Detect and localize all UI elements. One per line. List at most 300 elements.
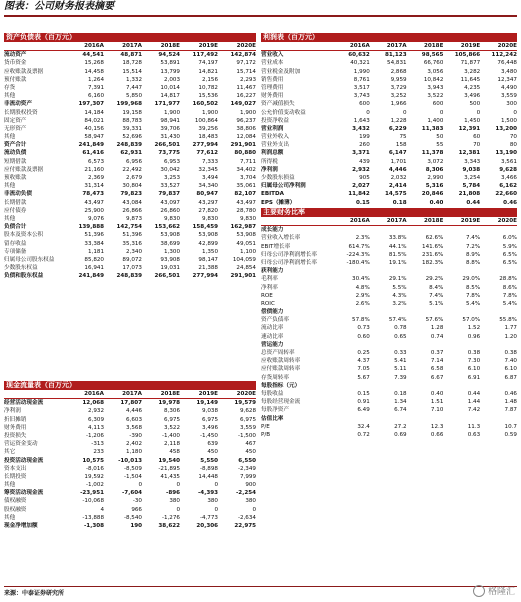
cell-value: 17,807 (120, 400, 142, 407)
cell-value: 6.87 (504, 374, 517, 381)
cell-value: 1.77 (504, 325, 517, 332)
table-row (4, 76, 256, 84)
cell-value: 0.18 (392, 199, 407, 206)
cell-value: 13,190 (495, 150, 517, 157)
cell-value: 4.3% (392, 292, 407, 299)
table-row (261, 84, 517, 92)
cell-value: 158 (395, 142, 407, 149)
cell-value: 11,645 (460, 76, 481, 83)
table-row (4, 256, 256, 264)
cell-value: -1,308 (83, 523, 104, 529)
row-label: 专项储备 (4, 248, 27, 255)
cell-value: 248,839 (116, 273, 142, 280)
cell-value: 1,264 (87, 76, 104, 83)
financial-ratios-panel (261, 208, 517, 439)
table-row (261, 374, 517, 382)
cell-value: 7,711 (239, 158, 256, 165)
cell-value: 7.8% (502, 292, 517, 299)
row-label: 归属母公司净利润 (261, 183, 306, 190)
income-header: 利润表（百万元） (261, 33, 517, 42)
cell-value: 22,660 (495, 191, 517, 198)
cell-value: -10,068 (82, 498, 104, 505)
cell-value: 39,706 (160, 125, 180, 132)
cell-value: 3.2% (392, 300, 407, 307)
table-row (4, 207, 256, 215)
column-header-blank (261, 217, 333, 225)
cell-value (333, 267, 370, 275)
cell-value: 15,268 (84, 60, 104, 67)
cell-value: 7.87 (504, 407, 517, 414)
cell-value: 1,350 (201, 248, 218, 255)
row-label: 留存收益 (4, 240, 27, 247)
cell-value: 112,242 (491, 52, 517, 59)
cell-value: 5,784 (462, 183, 481, 190)
table-row (4, 473, 256, 481)
row-label: 应收账款周转率 (261, 358, 301, 365)
cell-value: 3,559 (500, 93, 517, 100)
year-column-header: 2016A (349, 43, 370, 49)
row-label: 毛利率 (261, 276, 278, 283)
cell-value: -2,349 (237, 465, 256, 472)
cell-value: 0.65 (394, 333, 407, 340)
row-label: 其他 (4, 514, 16, 521)
table-row (4, 51, 256, 59)
cell-value: 0 (138, 482, 142, 489)
row-label: 存货周转率 (261, 374, 289, 381)
cell-value: 31,314 (84, 183, 104, 190)
cell-value: 33,527 (160, 183, 180, 190)
year-column-header: 2017A (386, 218, 407, 224)
row-label: 营运能力 (261, 341, 284, 348)
row-label: 长期投资 (4, 473, 27, 480)
cell-value: 78,473 (82, 191, 104, 198)
year-column-header: 2020E (236, 43, 256, 49)
cell-value: 7,391 (87, 84, 104, 91)
cell-value: -313 (91, 441, 104, 448)
cell-value (407, 267, 444, 275)
cell-value: 13,799 (160, 68, 180, 75)
year-column-header: 2016A (84, 43, 104, 49)
cell-value: 182.3% (422, 259, 444, 266)
table-row (261, 324, 517, 332)
cell-value: 14,458 (84, 68, 104, 75)
cell-value: 5.41 (394, 358, 407, 365)
cell-value: 197,307 (78, 101, 104, 108)
cell-value: 0.38 (504, 350, 517, 356)
row-label: 销售费用 (261, 76, 284, 83)
row-label: 长期股权投资 (4, 109, 38, 116)
cell-value: 82,107 (234, 191, 256, 198)
row-label: 应付账款周转率 (261, 366, 301, 373)
table-row (261, 100, 517, 108)
table-row (261, 390, 517, 398)
cell-value: 380 (245, 498, 256, 505)
row-label: 偿债能力 (261, 309, 284, 316)
cell-value: 1,900 (201, 109, 218, 116)
cell-value: 80 (509, 142, 517, 149)
cell-value: 49,051 (236, 240, 256, 247)
cell-value: 6.58 (430, 366, 444, 373)
cell-value: 0 (176, 482, 180, 489)
cell-value: 3,371 (352, 150, 370, 157)
cell-value: 6.67 (430, 374, 444, 381)
cell-value: 26,860 (160, 207, 180, 214)
cell-value: 96,237 (236, 117, 256, 124)
wechat-icon (473, 585, 485, 597)
year-column-header: 2018E (160, 43, 180, 49)
cell-value: -4,393 (197, 490, 218, 497)
cell-value: 100,864 (194, 117, 218, 124)
cell-value: 248,839 (116, 142, 142, 149)
cell-value: 18,483 (198, 134, 218, 141)
row-label: 债权融资 (4, 498, 27, 505)
row-label: 应付债券 (4, 207, 27, 214)
cell-value: 88,783 (122, 117, 142, 124)
table-row (261, 125, 517, 133)
cell-value: 1,300 (163, 248, 180, 255)
row-label: 预付账款 (4, 76, 27, 83)
cell-value: 1,966 (390, 101, 407, 108)
cell-value: 38,622 (158, 523, 180, 529)
cell-value: -23,951 (80, 490, 104, 497)
cell-value: 291,901 (230, 273, 256, 280)
cell-value: 71,877 (460, 60, 481, 67)
table-row (4, 272, 256, 280)
cell-value: 3,252 (390, 93, 407, 100)
cell-value: 6,147 (388, 150, 407, 157)
cell-value: 5,850 (125, 93, 142, 100)
column-header-blank (4, 390, 66, 398)
cell-value: 41,435 (160, 473, 180, 480)
cell-value: 12,391 (458, 125, 481, 132)
cell-value: 14,821 (198, 68, 218, 75)
cell-value: 57.4% (388, 317, 407, 324)
cell-value: 13,200 (495, 125, 517, 132)
row-label: 投资净收益 (261, 117, 289, 124)
cell-value: 29.1% (388, 276, 407, 283)
table-row (261, 133, 517, 141)
row-label: 股权融资 (4, 506, 27, 513)
cell-value: 98,147 (198, 256, 218, 263)
cell-value: 3,254 (464, 175, 481, 181)
cell-value: 900 (245, 482, 256, 489)
cell-value: 9,830 (239, 215, 256, 222)
cell-value (480, 308, 517, 316)
cell-value: 40,156 (84, 125, 104, 132)
cell-value: 439 (359, 158, 370, 165)
table-row (4, 465, 256, 473)
cell-value (333, 341, 370, 349)
cell-value: 25,900 (84, 207, 104, 214)
cell-value: 1,643 (353, 117, 370, 124)
cell-value: 57.8% (352, 317, 370, 324)
table-row (261, 59, 517, 67)
cell-value: 11,378 (421, 150, 444, 157)
cell-value: 3,522 (163, 424, 180, 431)
cell-value: 0 (214, 506, 218, 513)
cell-value: 1.34 (394, 399, 407, 406)
cell-value: 40,321 (350, 60, 370, 67)
cell-value: 9,038 (462, 166, 481, 173)
row-label: 每股指标（元） (261, 382, 301, 389)
cell-value: 30,804 (122, 183, 142, 190)
cell-value (443, 308, 480, 316)
table-row (261, 174, 517, 182)
cell-value: 4.37 (357, 358, 370, 365)
cell-value: 94,524 (158, 52, 180, 59)
cell-value: 7.40 (504, 358, 517, 365)
cell-value: 3,704 (239, 175, 256, 181)
cell-value: 6,309 (87, 416, 104, 423)
cell-value: 14,184 (84, 109, 104, 116)
table-row (261, 357, 517, 365)
cell-value: 0.38 (467, 350, 481, 356)
year-column-header: 2018E (424, 43, 444, 49)
cell-value: 51,396 (122, 232, 142, 239)
cell-value (333, 226, 370, 234)
cell-value: 53,908 (236, 232, 256, 239)
row-label: 预收账款 (4, 175, 27, 181)
cell-value: -2,634 (237, 514, 256, 521)
table-row (261, 251, 517, 259)
cell-value: 3,496 (201, 424, 218, 431)
cell-value: 1,701 (390, 158, 407, 165)
table-row (261, 243, 517, 251)
cell-value: -1,002 (85, 482, 104, 489)
row-label: 其他 (4, 215, 16, 222)
cell-value: 0.25 (357, 350, 370, 356)
cell-value: 5.5% (392, 284, 407, 291)
cell-value: 7.05 (357, 366, 370, 373)
cell-value: 15,536 (198, 93, 218, 100)
cell-value: 149,027 (230, 101, 256, 108)
cell-value: 14,448 (198, 473, 218, 480)
cell-value: 458 (169, 449, 180, 456)
cell-value: 1,900 (163, 109, 180, 116)
cell-value: 0.60 (357, 333, 370, 340)
cell-value: 22,492 (122, 166, 142, 173)
cell-value: 266,501 (154, 142, 180, 149)
cell-value: 3,559 (239, 424, 256, 431)
cell-value: 0 (214, 482, 218, 489)
cell-value (443, 382, 480, 390)
cell-value: 7,999 (239, 473, 256, 480)
cell-value: 3,522 (427, 93, 444, 100)
cell-value: 104,059 (232, 256, 256, 263)
cell-value: 7.2% (465, 243, 481, 250)
cell-value: 26,866 (122, 207, 142, 214)
cell-value: 85,820 (84, 256, 104, 263)
row-label: 营业税金及附加 (261, 68, 301, 75)
table-row (261, 109, 517, 117)
cell-value: 300 (506, 101, 517, 108)
cell-value: 10.7 (504, 423, 517, 430)
table-row (4, 457, 256, 465)
cell-value: 1,100 (239, 248, 256, 255)
row-label: 资产负债率 (261, 317, 289, 324)
cell-value: 1.28 (430, 325, 444, 332)
row-label: 财务费用 (261, 93, 284, 100)
year-column-header: 2019E (198, 391, 218, 397)
table-row (4, 514, 256, 522)
cell-value: 6.74 (394, 407, 407, 414)
cell-value: 43,084 (122, 199, 142, 206)
cell-value: 52,696 (122, 134, 142, 141)
row-label: 每股收益 (261, 390, 284, 397)
cell-value: 98,565 (421, 52, 444, 59)
cell-value: 43,297 (198, 199, 218, 206)
cell-value: 53,891 (160, 60, 180, 67)
cell-value: 2,868 (390, 68, 407, 75)
cell-value: 43,097 (160, 199, 180, 206)
row-label: 应付账款及票据 (4, 166, 44, 173)
cell-value: 19,158 (122, 109, 142, 116)
row-label: P/B (261, 431, 271, 438)
cell-value: -8,898 (199, 465, 218, 472)
cell-value: 6.10 (504, 366, 517, 373)
cell-value: 4.8% (355, 284, 370, 291)
cell-value: 34,402 (236, 166, 256, 173)
cell-value: 11,383 (421, 125, 444, 132)
cell-value: 12.3 (430, 423, 444, 430)
cell-value: 19,592 (84, 473, 104, 480)
cell-value: 10,014 (160, 84, 180, 91)
row-label: EBIT增长率 (261, 243, 291, 250)
cell-value (407, 308, 444, 316)
cell-value: 4,446 (125, 408, 142, 415)
row-label: 资产减值损失 (261, 101, 295, 108)
cell-value: 11,467 (236, 84, 256, 91)
cell-value: 1,332 (125, 76, 142, 83)
column-header-blank (4, 42, 66, 50)
cell-value: 0.96 (467, 333, 481, 340)
year-column-header: 2018E (160, 391, 180, 397)
row-label: P/E (261, 423, 270, 430)
row-label: ROIC (261, 300, 275, 307)
table-row (261, 190, 517, 198)
cell-value: 3,466 (500, 175, 517, 181)
cell-value: 2,402 (125, 441, 142, 448)
cell-value: 81,123 (385, 52, 407, 59)
cell-value: 42,899 (198, 240, 218, 247)
cell-value: 66,760 (423, 60, 444, 67)
cell-value: 10,782 (198, 84, 218, 91)
row-label: 流动比率 (261, 325, 284, 332)
footer-divider (4, 586, 517, 587)
cell-value: 29.2% (425, 276, 444, 283)
cell-value: 3,943 (427, 84, 444, 91)
cell-value: 231.6% (422, 251, 444, 258)
table-row (4, 190, 256, 198)
row-label: 负债合计 (4, 224, 27, 231)
cell-value: 277,994 (192, 142, 218, 149)
table-row (4, 158, 256, 166)
ratios-year-header-row (261, 217, 517, 226)
cell-value (480, 267, 517, 275)
table-row (261, 267, 517, 275)
cell-value (480, 415, 517, 423)
table-row (4, 416, 256, 424)
cell-value (443, 267, 480, 275)
cell-value: 9,628 (239, 408, 256, 415)
cell-value: 1,181 (87, 248, 104, 255)
cell-value: 0.69 (394, 431, 407, 438)
cell-value: 17,073 (122, 265, 142, 272)
cell-value (370, 267, 407, 275)
source-note: 来源：中泰证券研究所 (4, 590, 65, 597)
cell-value: 32,345 (198, 166, 218, 173)
cell-value: 0.37 (430, 350, 444, 356)
cell-value: 1.20 (504, 333, 517, 340)
cell-value: 27,820 (198, 207, 218, 214)
cell-value: 12,347 (497, 76, 517, 83)
cell-value: 28,780 (236, 207, 256, 214)
table-row (261, 199, 517, 207)
cell-value (333, 382, 370, 390)
row-label: 净利率 (261, 284, 278, 291)
cell-value: 241,849 (78, 273, 104, 280)
cell-value: 7.42 (467, 407, 481, 414)
cell-value: 7.8% (465, 292, 481, 299)
row-label: 成长能力 (261, 227, 284, 234)
table-row (261, 398, 517, 406)
row-label: 其他 (4, 93, 16, 100)
cell-value: 8,761 (353, 76, 370, 83)
cell-value: 75 (399, 134, 407, 141)
table-row (261, 333, 517, 341)
row-label: 管理费用 (261, 84, 284, 91)
table-row (4, 264, 256, 272)
cell-value: 3,494 (201, 175, 218, 181)
cell-value: 9,830 (163, 215, 180, 222)
cell-value: 7.14 (430, 358, 444, 365)
cell-value: 3,480 (500, 68, 517, 75)
table-row (261, 349, 517, 357)
cell-value: 6,975 (163, 416, 180, 423)
table-row (4, 522, 256, 530)
balance-header: 资产负债表（百万元） (4, 33, 256, 42)
cell-value: 93,908 (160, 256, 180, 263)
cell-value: 8,306 (425, 166, 444, 173)
cell-value: 38,699 (160, 240, 180, 247)
table-row (261, 259, 517, 267)
cell-value: 81.5% (388, 251, 407, 258)
row-label: 营业成本 (261, 60, 284, 67)
table-row (261, 141, 517, 149)
cell-value: 15,714 (236, 68, 256, 75)
cell-value: 1,900 (239, 109, 256, 116)
cell-value: 500 (469, 101, 481, 108)
table-row (4, 149, 256, 157)
cell-value: 3,743 (353, 93, 370, 100)
cell-value: -180.4% (346, 259, 370, 266)
cell-value: 1,180 (125, 449, 142, 456)
cell-value: 6.49 (357, 407, 370, 414)
cell-value: 1,228 (390, 117, 407, 124)
table-row (261, 92, 517, 100)
cell-value: 10,575 (82, 457, 104, 464)
cell-value: 3,056 (427, 68, 444, 75)
table-row (4, 141, 256, 149)
cell-value (480, 341, 517, 349)
cell-value: 277,994 (192, 273, 218, 280)
cell-value: 199 (359, 134, 370, 141)
table-row (261, 365, 517, 373)
row-label: 其它 (4, 449, 16, 456)
cell-value: 7,447 (125, 84, 142, 91)
table-row (261, 406, 517, 414)
cell-value: 260 (359, 142, 370, 149)
